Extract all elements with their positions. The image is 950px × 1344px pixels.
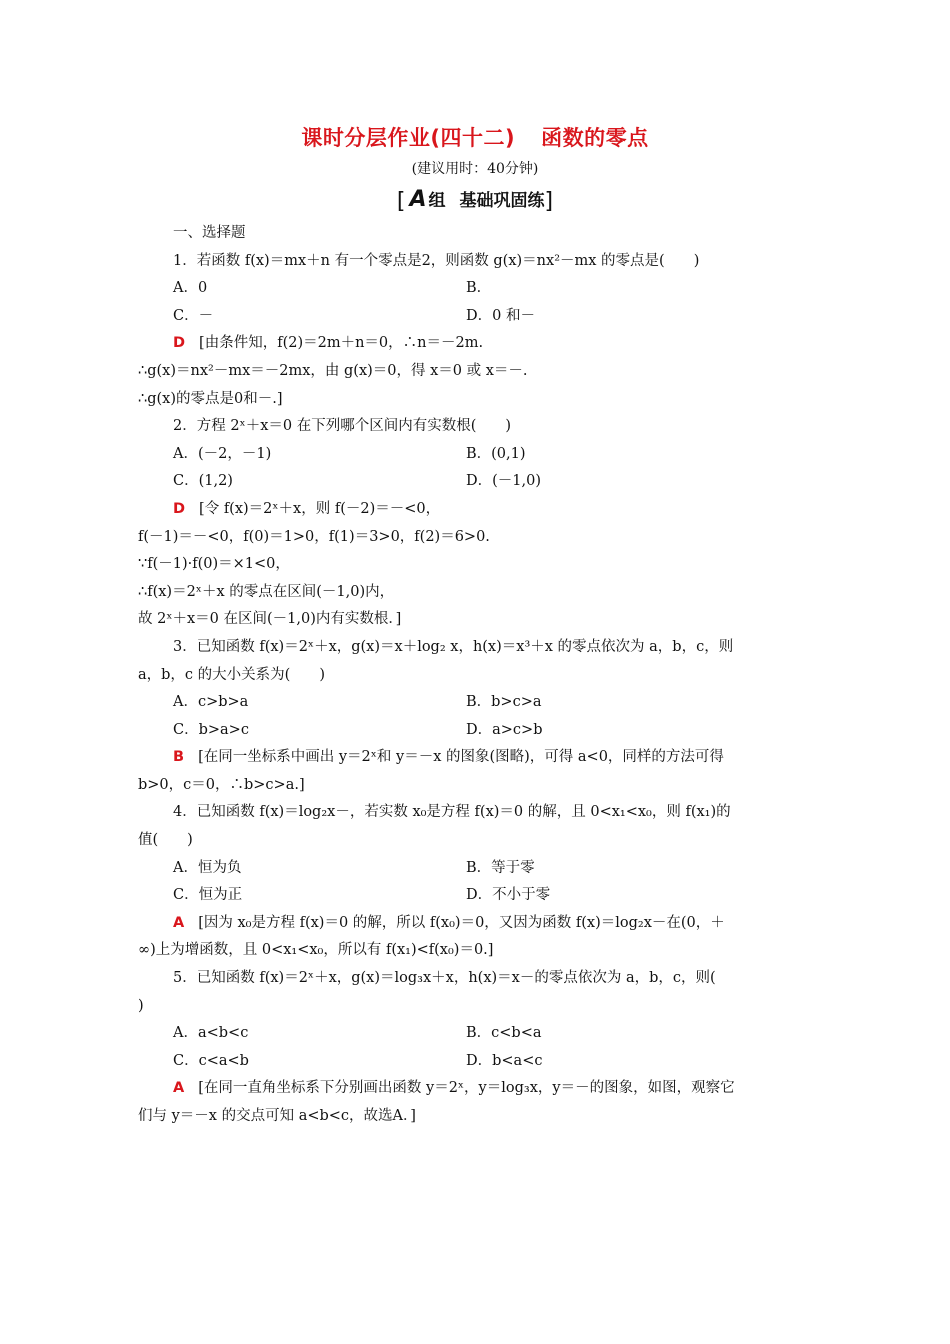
q5-options-row-2 (138, 1048, 818, 1076)
q4-option-b: B．等于零 (466, 859, 535, 876)
q5-option-a: A．a<b<c (173, 1025, 249, 1042)
q3-answer: B (173, 749, 185, 766)
q5-options-row-1 (138, 1020, 818, 1048)
time-note: (建议用时：40分钟) (411, 161, 539, 177)
q5-option-b: B．c<b<a (466, 1025, 542, 1042)
q4-option-d: D．不小于零 (466, 887, 551, 904)
q2-options-row-2 (138, 468, 818, 496)
q1-option-a: A．0 (173, 280, 208, 297)
q3-options-row-2 (138, 717, 818, 745)
q4-options-row-1 (138, 855, 818, 883)
q3-solution-line-1 (138, 744, 818, 772)
q1-solution-line-1 (138, 330, 818, 358)
q2-solution-line-2: f(－1)＝－<0，f(0)＝1>0，f(1)＝3>0，f(2)＝6>0. (138, 528, 490, 545)
q3-option-b: B．b>c>a (466, 694, 542, 711)
q5-solution-line-2: 们与 y＝－x 的交点可知 a<b<c，故选A．] (138, 1108, 416, 1124)
q1-stem: 1．若函数 f(x)＝mx＋n 有一个零点是2，则函数 g(x)＝nx²－mx 的零点是( ) (173, 252, 700, 269)
q3-option-c: C．b>a>c (173, 721, 249, 738)
q2-option-a: A．(－2，－1) (173, 445, 272, 462)
q1-option-c: C．－ (173, 307, 214, 324)
q4-options-row-2 (138, 882, 818, 910)
group-close-bracket: ] (544, 189, 554, 214)
q3-solution-line-2: b>0，c＝0，∴b>c>a.] (138, 776, 305, 793)
q3-sol1-text: [在同一坐标系中画出 y＝2ˣ和 y＝－x 的图象(图略)，可得 a<0，同样的方法可得 (198, 749, 724, 766)
group-open-bracket: [ (396, 189, 406, 214)
q2-option-b: B．(0,1) (466, 445, 526, 462)
q4-option-a: A．恒为负 (173, 859, 242, 876)
q1-options-row-1 (138, 275, 818, 303)
q1-sol1-text: [由条件知，f(2)＝2m＋n＝0，∴n＝－2m. (199, 335, 484, 352)
q1-options-row-2 (138, 303, 818, 331)
q4-solution-line-1 (138, 910, 818, 938)
q2-solution-line-4: ∴f(x)＝2ˣ＋x 的零点在区间(－1,0)内， (138, 583, 395, 600)
q3-option-a: A．c>b>a (173, 694, 249, 711)
group-label: 组 (428, 191, 446, 211)
q4-answer: A (173, 914, 185, 931)
q2-solution-line-5: 故 2ˣ＋x＝0 在区间(－1,0)内有实数根．] (138, 611, 402, 628)
q1-answer: D (173, 335, 186, 352)
q3-option-d: D．a>c>b (466, 721, 543, 738)
q2-sol1-text: [令 f(x)＝2ˣ＋x，则 f(－2)＝－<0， (199, 500, 441, 517)
q2-solution-line-1 (138, 496, 818, 524)
group-heading (0, 186, 950, 214)
q4-sol1-text: [因为 x₀是方程 f(x)＝0 的解，所以 f(x₀)＝0，又因为函数 f(x)＝log₂x－在(0，＋ (198, 914, 725, 931)
q5-answer: A (173, 1080, 185, 1097)
q3-stem-line-2: a，b，c 的大小关系为( ) (138, 666, 325, 683)
q5-stem-line-2: ) (138, 997, 144, 1014)
group-name: 基础巩固练 (459, 191, 545, 211)
group-badge: A (409, 187, 427, 212)
page-title (0, 122, 950, 152)
q2-stem: 2．方程 2ˣ＋x＝0 在下列哪个区间内有实数根( ) (173, 418, 512, 435)
q1-option-b: B． (466, 280, 492, 297)
q1-solution-line-3: ∴g(x)的零点是0和－.] (138, 390, 283, 407)
q1-solution-line-2: ∴g(x)＝nx²－mx＝－2mx，由 g(x)＝0，得 x＝0 或 x＝－. (138, 362, 528, 379)
q2-solution-line-3: ∵f(－1)·f(0)＝×1<0， (138, 556, 290, 573)
title-main: 课时分层作业(四十二) (301, 126, 516, 150)
q4-stem-line-1: 4．已知函数 f(x)＝log₂x－，若实数 x₀是方程 f(x)＝0 的解，且 0<x₁<x₀，则 f(x₁)的 (173, 804, 731, 821)
q5-option-c: C．c<a<b (173, 1052, 249, 1069)
q2-answer: D (173, 500, 186, 517)
section-heading: 一、选择题 (173, 225, 246, 241)
q4-stem-line-2: 值( ) (138, 832, 193, 849)
q5-option-d: D．b<a<c (466, 1052, 543, 1069)
q3-options-row-1 (138, 689, 818, 717)
title-sub: 函数的零点 (541, 126, 649, 150)
q5-stem-line-1: 5．已知函数 f(x)＝2ˣ＋x，g(x)＝log₃x＋x，h(x)＝x－的零点依次为 a，b，c，则( (173, 970, 716, 987)
q5-sol1-text: [在同一直角坐标系下分别画出函数 y＝2ˣ，y＝log₃x，y＝－的图象，如图，观察它 (198, 1080, 735, 1097)
q3-stem-line-1: 3．已知函数 f(x)＝2ˣ＋x，g(x)＝x＋log₂ x，h(x)＝x³＋x 的零点依次为 a，b，c，则 (173, 638, 734, 655)
q4-solution-line-2: ∞)上为增函数，且 0<x₁<x₀，所以有 f(x₁)<f(x₀)＝0.] (138, 942, 494, 959)
q2-option-c: C．(1,2) (173, 473, 233, 490)
q4-option-c: C．恒为正 (173, 887, 243, 904)
q2-option-d: D．(－1,0) (466, 473, 541, 490)
q1-option-d: D．0 和－ (466, 307, 535, 324)
q2-options-row-1 (138, 441, 818, 469)
q5-solution-line-1 (138, 1075, 818, 1103)
question-list (138, 220, 818, 1131)
